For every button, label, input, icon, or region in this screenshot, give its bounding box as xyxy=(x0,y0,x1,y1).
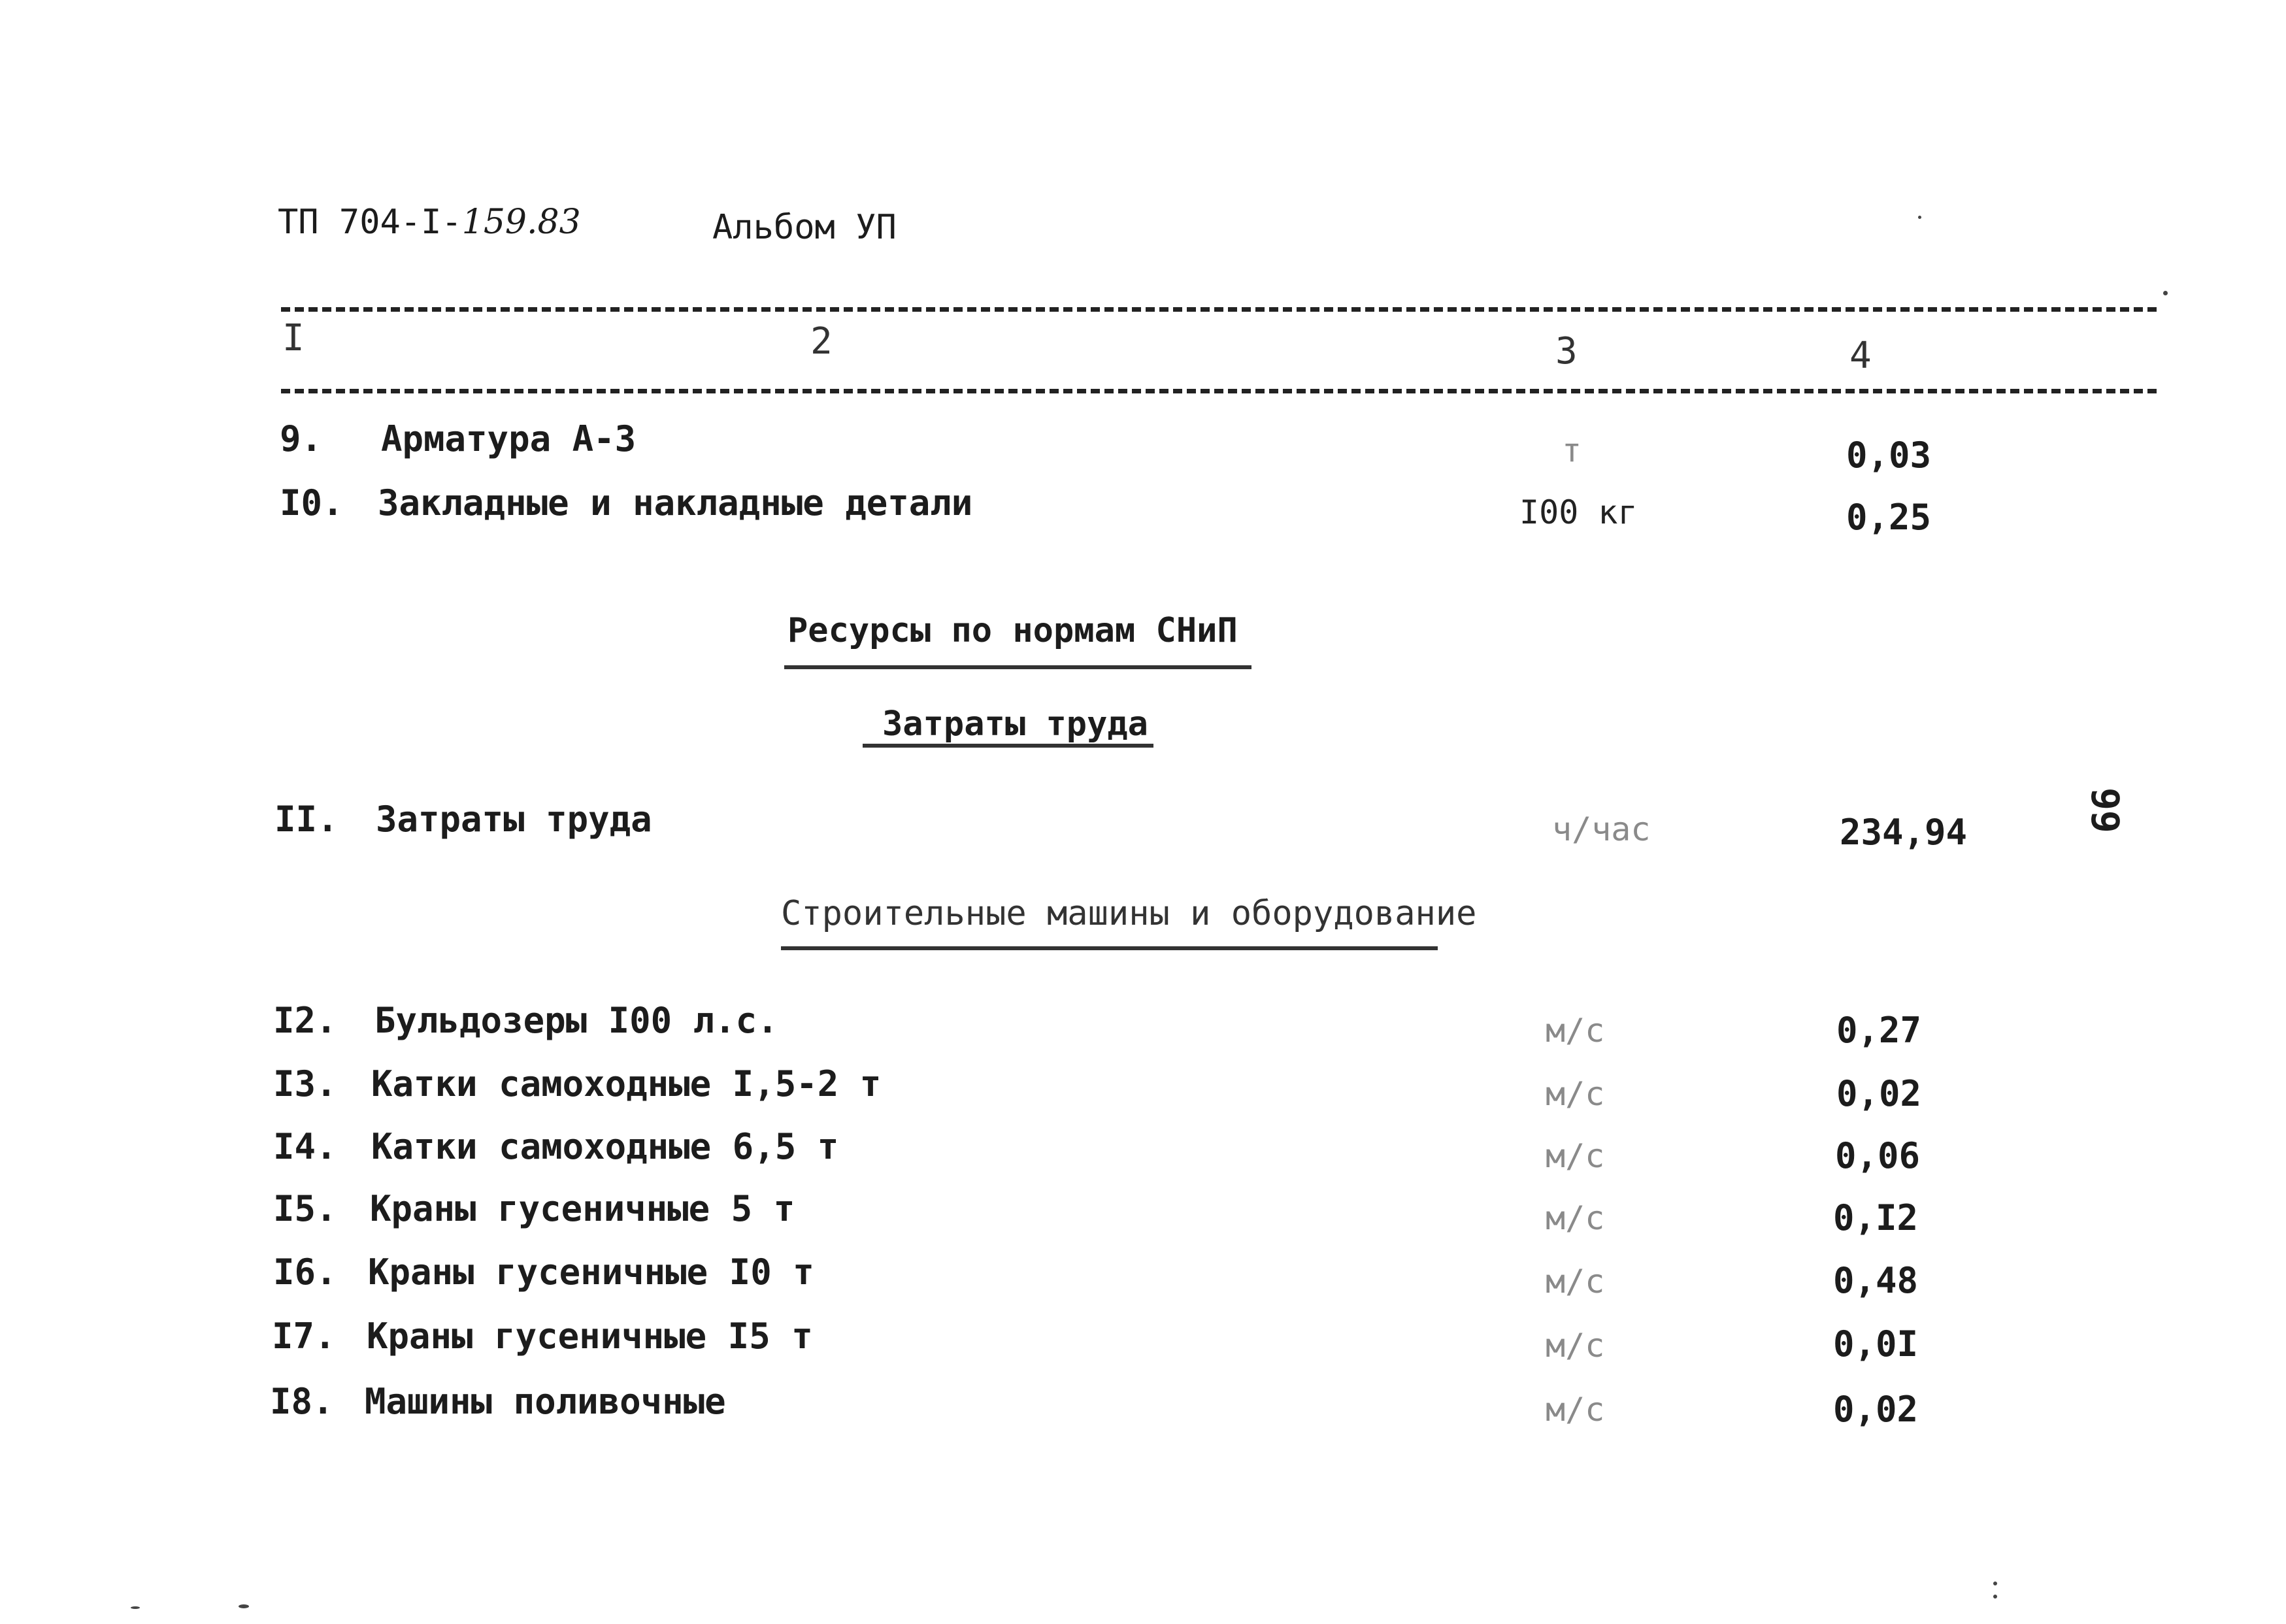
row-value: 0,03 xyxy=(1846,435,1932,476)
row-name: Краны гусеничные 5 т xyxy=(370,1188,795,1229)
column-number-2: 2 xyxy=(810,320,833,363)
row-number: I7. xyxy=(272,1316,336,1357)
row-number: I8. xyxy=(270,1381,334,1422)
row-name: Закладные и накладные детали xyxy=(378,482,973,523)
table-header-bottom-rule xyxy=(281,389,2157,393)
row-unit: м/с xyxy=(1546,1199,1605,1237)
scan-speck xyxy=(131,1606,140,1609)
row-value: 0,48 xyxy=(1833,1260,1919,1301)
row-unit: м/с xyxy=(1546,1075,1605,1113)
row-number: II. xyxy=(274,799,339,840)
row-name: Краны гусеничные I0 т xyxy=(368,1251,814,1293)
section-title-labor: Затраты труда xyxy=(882,704,1148,744)
row-name: Машины поливочные xyxy=(365,1381,726,1422)
row-value: 234,94 xyxy=(1840,812,1968,853)
row-number: I0. xyxy=(280,482,344,523)
row-name: Краны гусеничные I5 т xyxy=(367,1316,813,1357)
row-value: 0,27 xyxy=(1836,1010,1922,1051)
section-title-resources: Ресурсы по нормам СНиП xyxy=(787,611,1238,650)
scan-speck xyxy=(1993,1595,1997,1599)
album-label: Альбом УП xyxy=(712,208,897,247)
row-value: 0,02 xyxy=(1836,1073,1922,1114)
scan-speck xyxy=(2163,291,2168,295)
row-name: Затраты труда xyxy=(376,799,652,840)
table-header-top-rule xyxy=(281,307,2157,312)
column-number-1: I xyxy=(282,317,305,359)
row-number: I6. xyxy=(273,1251,337,1293)
document-code-typed: ТП 704-I- xyxy=(278,203,462,242)
row-unit: м/с xyxy=(1546,1391,1605,1429)
row-name: Бульдозеры I00 л.с. xyxy=(374,1000,778,1041)
document-code xyxy=(278,203,581,242)
page-number: 99 xyxy=(2083,787,2127,833)
row-number: I2. xyxy=(273,1000,337,1041)
row-number: I3. xyxy=(273,1063,337,1104)
section-underline xyxy=(781,946,1438,950)
row-unit: I00 кг xyxy=(1519,493,1638,531)
scan-speck xyxy=(239,1604,249,1608)
row-value: 0,I2 xyxy=(1833,1197,1919,1238)
scan-speck xyxy=(1918,216,1921,219)
row-unit: м/с xyxy=(1546,1012,1605,1050)
section-title-machines: Строительные машины и оборудование xyxy=(781,894,1477,933)
section-underline xyxy=(784,665,1251,669)
row-number: I4. xyxy=(273,1126,337,1167)
column-number-3: 3 xyxy=(1555,330,1578,373)
row-value: 0,02 xyxy=(1833,1389,1919,1430)
row-name: Катки самоходные 6,5 т xyxy=(371,1126,839,1167)
row-name: Арматура А-3 xyxy=(381,418,637,459)
row-unit: т xyxy=(1562,431,1582,469)
row-unit: м/с xyxy=(1546,1327,1605,1365)
row-number: I5. xyxy=(273,1188,337,1229)
row-name: Катки самоходные I,5-2 т xyxy=(371,1063,882,1104)
row-value: 0,0I xyxy=(1833,1323,1919,1365)
section-underline xyxy=(863,744,1153,748)
document-code-handwritten: 159.83 xyxy=(461,203,581,242)
scan-speck xyxy=(1993,1582,1997,1585)
row-value: 0,06 xyxy=(1835,1135,1921,1176)
column-number-4: 4 xyxy=(1849,335,1872,377)
row-unit: ч/час xyxy=(1552,810,1651,848)
row-unit: м/с xyxy=(1546,1263,1605,1301)
row-unit: м/с xyxy=(1546,1137,1605,1175)
row-number: 9. xyxy=(280,418,323,459)
row-value: 0,25 xyxy=(1846,497,1932,538)
